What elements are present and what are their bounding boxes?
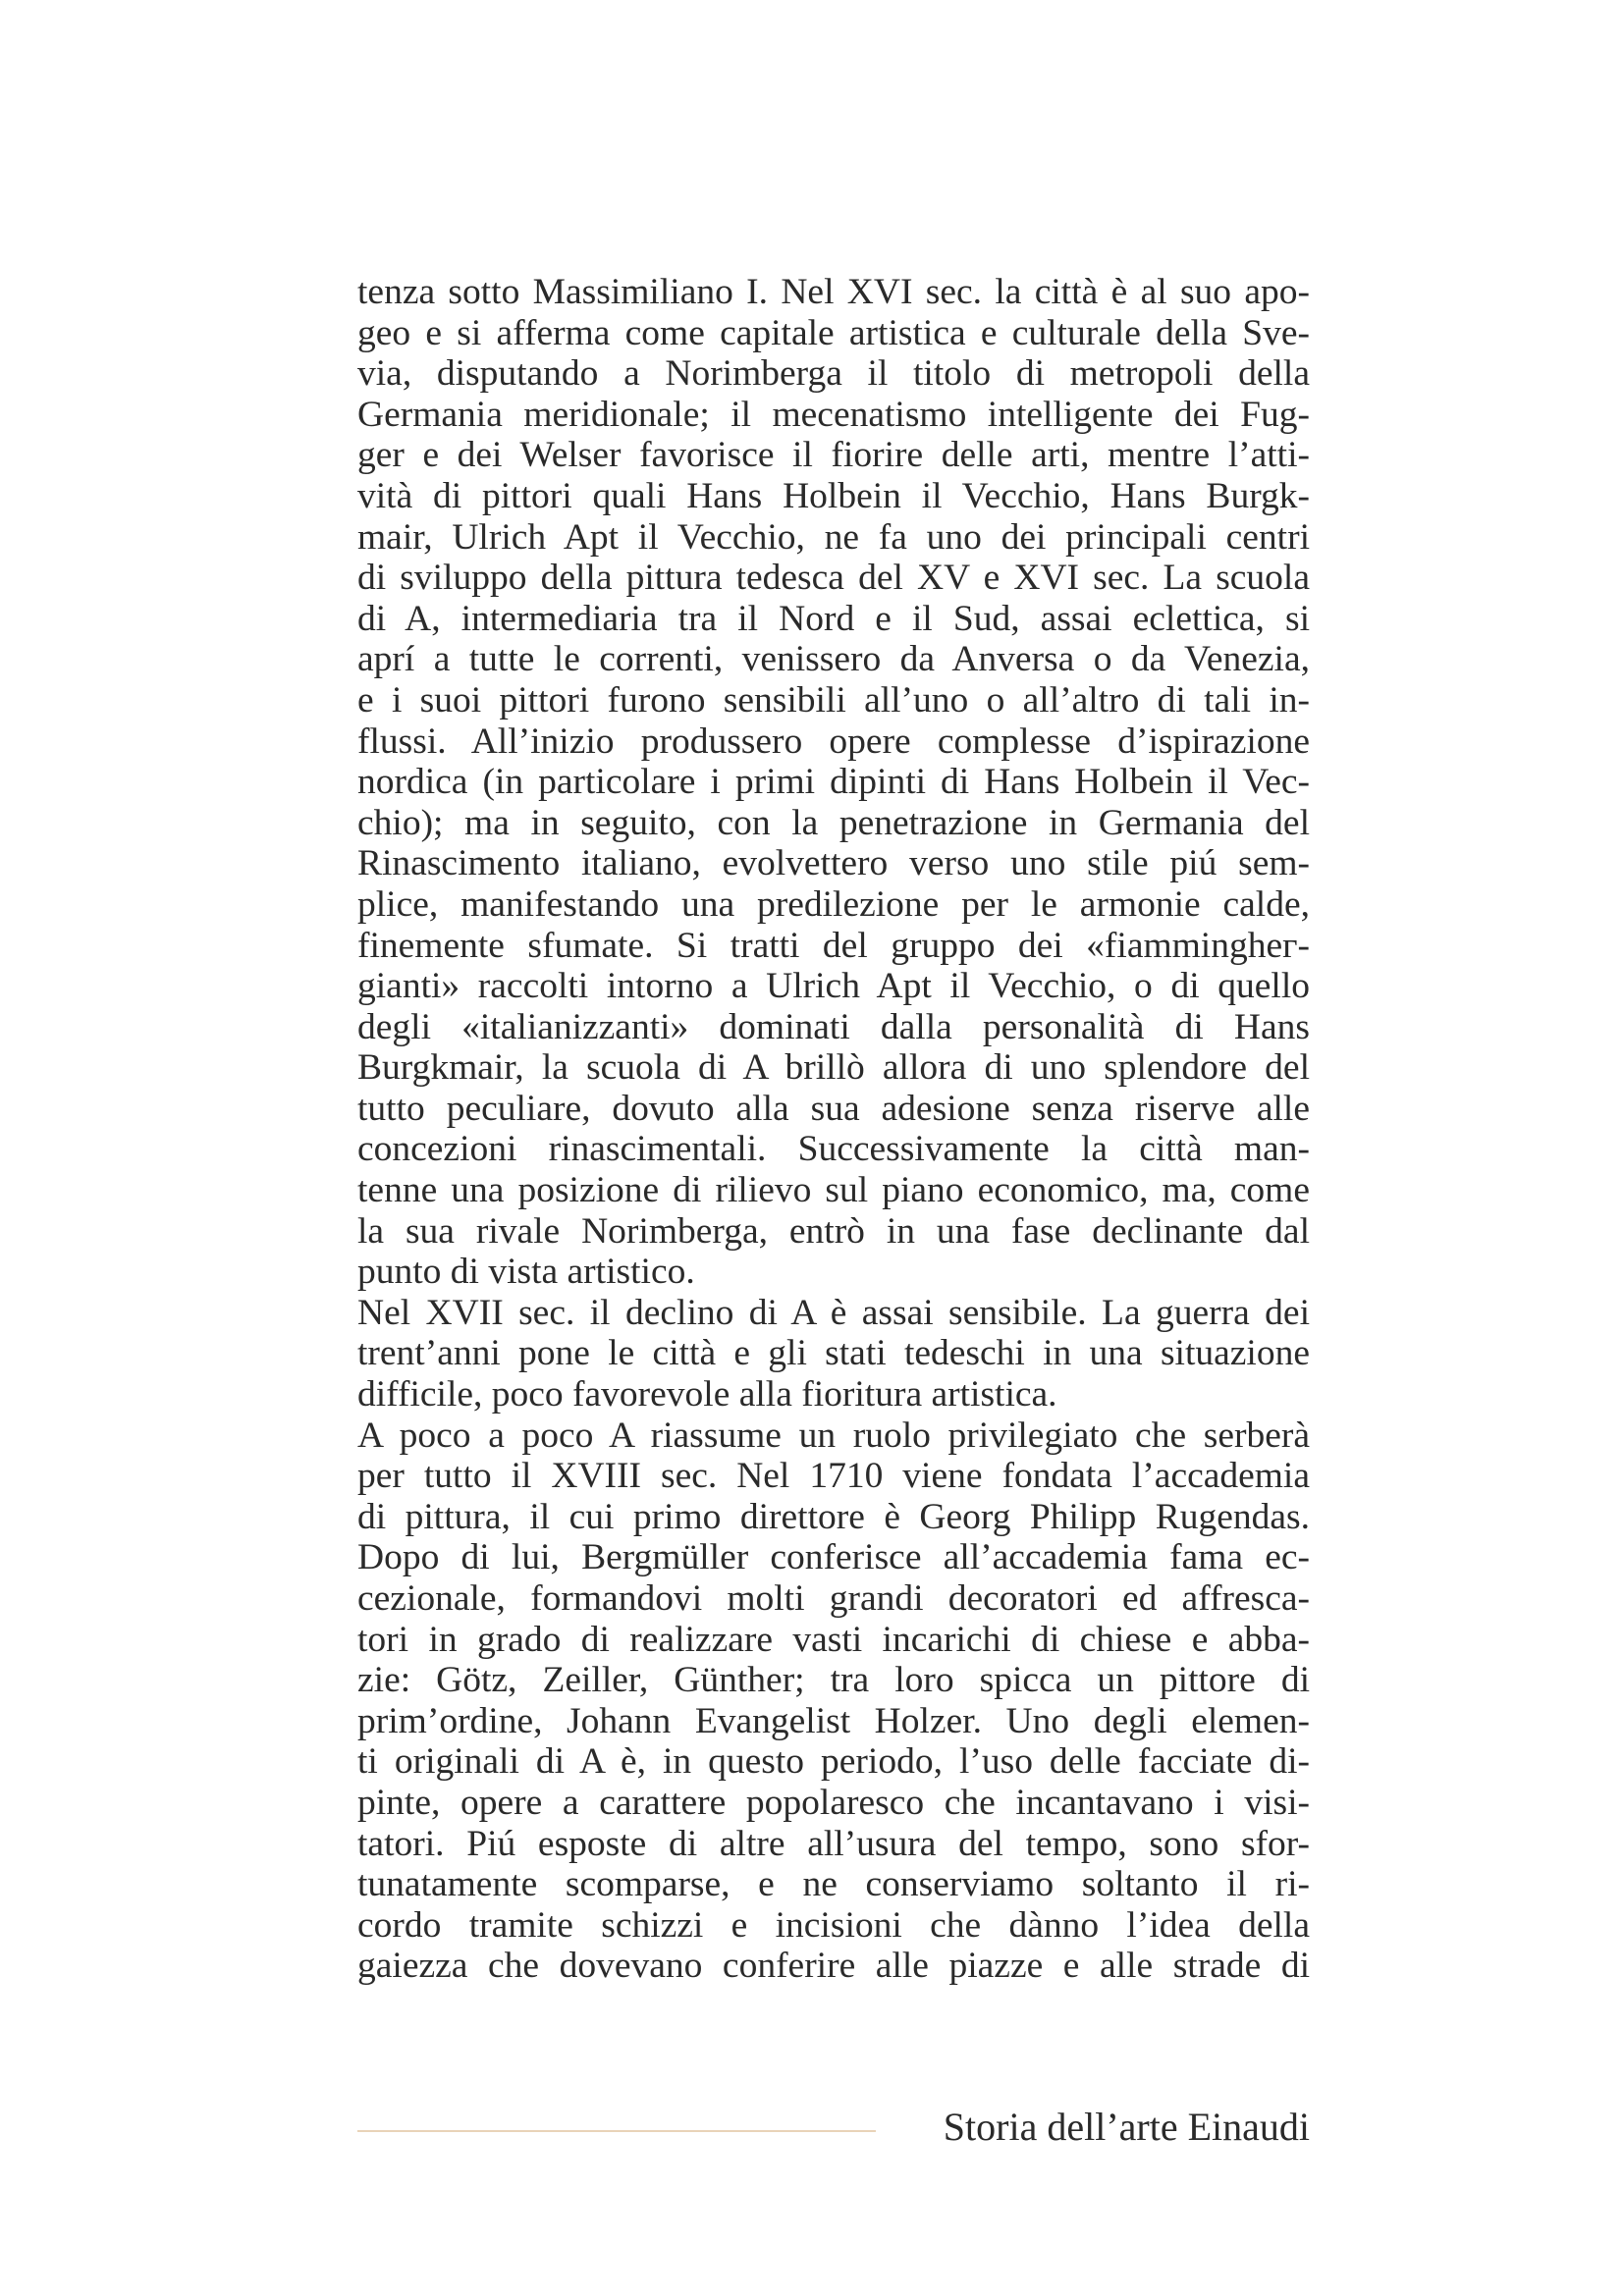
- text-line: vità di pittori quali Hans Holbein il Vecchio, Hans Burgk-: [357, 475, 1310, 516]
- footer-title: Storia dell’arte Einaudi: [943, 2105, 1310, 2149]
- text-line: punto di vista artistico.: [357, 1252, 695, 1293]
- text-line: tunatamente scomparse, e ne conserviamo soltanto il ri-: [357, 1864, 1310, 1905]
- text-line: tatori. Piú esposte di altre all’usura del tempo, sono sfor-: [357, 1823, 1310, 1864]
- text-line: ger e dei Welser favorisce il fiorire delle arti, mentre l’atti-: [357, 435, 1310, 476]
- text-line: plice, manifestando una predilezione per le armonie calde,: [357, 883, 1310, 925]
- text-line: Nel XVII sec. il declino di A è assai sensibile. La guerra dei: [357, 1292, 1310, 1333]
- text-line: tori in grado di realizzare vasti incarichi di chiese e abba-: [357, 1619, 1310, 1660]
- text-line: di sviluppo della pittura tedesca del XV e XVI sec. La scuola: [357, 558, 1310, 599]
- text-line: finemente sfumate. Si tratti del gruppo dei «fiamminghег-: [357, 925, 1310, 966]
- text-line: e i suoi pittori furono sensibili all’uno o all’altro di tali in-: [357, 679, 1310, 721]
- text-line: per tutto il XVIII sec. Nel 1710 viene fondata l’accademia: [357, 1456, 1310, 1497]
- text-line: concezioni rinascimentali. Successivamente la città man-: [357, 1129, 1310, 1170]
- text-line: zie: Götz, Zeiller, Günther; tra loro spicca un pittore di: [357, 1660, 1310, 1701]
- text-line: A poco a poco A riassume un ruolo privilegiato che serberà: [357, 1415, 1310, 1456]
- text-line: aprí a tutte le correnti, venissero da Anversa o da Venezia,: [357, 639, 1310, 680]
- text-line: Rinascimento italiano, evolvettero verso uno stile piú sem-: [357, 843, 1310, 884]
- text-line: gaiezza che dovevano conferire alle piazze e alle strade di: [357, 1946, 1310, 1987]
- body-text: [357, 272, 1310, 1987]
- text-line: tenne una posizione di rilievo sul piano economico, ma, come: [357, 1170, 1310, 1211]
- text-line: di pittura, il cui primo direttore è Georg Philipp Rugendas.: [357, 1496, 1310, 1537]
- text-line: chio); ma in seguito, con la penetrazione in Germania del: [357, 802, 1310, 843]
- footer-rule: [357, 2130, 876, 2132]
- text-line: Dopo di lui, Bergmüller conferisce all’accademia fama ec-: [357, 1537, 1310, 1578]
- text-line: flussi. All’inizio produssero opere complesse d’ispirazione: [357, 721, 1310, 762]
- text-line: gianti» raccolti intorno a Ulrich Apt il Vecchio, o di quello: [357, 966, 1310, 1007]
- text-line: difficile, poco favorevole alla fioritura artistica.: [357, 1374, 1057, 1415]
- text-line: cordo tramite schizzi e incisioni che dànno l’idea della: [357, 1904, 1310, 1946]
- text-line: degli «italianizzanti» dominati dalla personalità di Hans: [357, 1006, 1310, 1047]
- page-footer: [357, 2104, 1310, 2163]
- text-line: geo e si afferma come capitale artistica e culturale della Sve-: [357, 312, 1310, 353]
- text-line: via, disputando a Norimberga il titolo di metropoli della: [357, 353, 1310, 395]
- text-line: pinte, opere a carattere popolaresco che incantavano i visi-: [357, 1782, 1310, 1823]
- text-line: trent’anni pone le città e gli stati tedeschi in una situazione: [357, 1333, 1310, 1374]
- text-line: Burgkmair, la scuola di A brillò allora di uno splendore del: [357, 1047, 1310, 1089]
- text-line: prim’ordine, Johann Evangelist Holzer. Uno degli elemen-: [357, 1700, 1310, 1741]
- text-line: cezionale, formandovi molti grandi decoratori ed affresca-: [357, 1578, 1310, 1619]
- text-line: tenza sotto Massimiliano I. Nel XVI sec. la città è al suo apo-: [357, 272, 1310, 312]
- text-line: mair, Ulrich Apt il Vecchio, ne fa uno dei principali centri: [357, 516, 1310, 558]
- text-line: nordica (in particolare i primi dipinti di Hans Holbein il Vec-: [357, 762, 1310, 803]
- text-line: di A, intermediaria tra il Nord e il Sud, assai eclettica, si: [357, 598, 1310, 639]
- text-line: la sua rivale Norimberga, entrò in una fase declinante dal: [357, 1210, 1310, 1252]
- text-line: ti originali di A è, in questo periodo, l’uso delle facciate di-: [357, 1741, 1310, 1783]
- text-line: tutto peculiare, dovuto alla sua adesione senza riserve alle: [357, 1088, 1310, 1129]
- text-line: Germania meridionale; il mecenatismo intelligente dei Fug-: [357, 394, 1310, 435]
